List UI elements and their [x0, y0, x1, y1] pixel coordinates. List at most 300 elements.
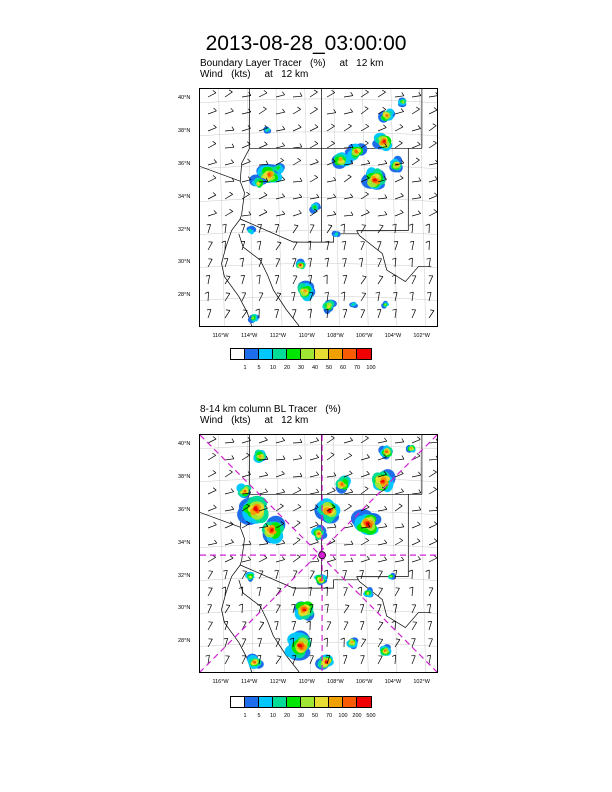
- tracer-blob: [390, 576, 392, 577]
- wind-barb: [344, 541, 353, 545]
- meridian-line: [420, 435, 426, 672]
- colorbar-label: 60: [339, 365, 347, 371]
- wind-barb: [293, 487, 301, 494]
- wind-barb: [412, 125, 421, 131]
- panel-1-map: [199, 88, 438, 327]
- wind-barb: [310, 107, 318, 114]
- lat-label: 30°N: [178, 605, 191, 612]
- lon-label: 106°W: [355, 679, 373, 685]
- wind-barb: [378, 588, 383, 596]
- wind-barb: [343, 275, 347, 284]
- wind-barb: [259, 107, 267, 114]
- colorbar-swatch: [357, 697, 371, 707]
- wind-barb: [325, 604, 329, 613]
- wind-barb: [344, 504, 352, 511]
- meridian-line: [420, 89, 426, 326]
- wind-barb: [412, 310, 416, 318]
- wind-barb: [393, 604, 397, 613]
- wind-barb: [310, 438, 319, 443]
- wind-barb: [361, 276, 366, 284]
- tracer-blob: [386, 115, 388, 116]
- lat-label: 38°N: [178, 127, 191, 134]
- tracer-blob: [299, 645, 302, 648]
- wind-barb: [378, 523, 387, 528]
- wind-barb: [208, 108, 216, 114]
- wind-barb: [426, 570, 430, 579]
- wind-barb: [412, 276, 416, 284]
- lat-label: 34°N: [178, 539, 191, 546]
- wind-barb: [395, 439, 404, 444]
- wind-barb: [208, 605, 212, 613]
- state-borders: [200, 435, 431, 672]
- tracer-blob: [267, 128, 269, 130]
- wind-barb: [427, 258, 431, 267]
- panel-2-title-line1: 8-14 km column BL Tracer (%): [200, 404, 341, 415]
- wind-barb: [276, 456, 285, 460]
- wind-barb: [310, 159, 319, 165]
- wind-barb: [308, 258, 312, 267]
- wind-barb: [327, 225, 332, 233]
- wind-barb: [259, 293, 263, 301]
- tracer-cells: [247, 98, 407, 324]
- wind-barb: [257, 241, 261, 250]
- wind-barb: [412, 194, 421, 199]
- wind-barb: [429, 108, 437, 115]
- colorbar-swatch: [273, 697, 287, 707]
- wind-barb: [208, 470, 216, 477]
- wind-barb: [208, 505, 216, 511]
- wind-barb: [259, 161, 268, 165]
- wind-barb: [206, 275, 210, 284]
- colorbar-label: 1: [243, 365, 247, 371]
- wind-barb: [410, 292, 414, 301]
- wind-barb: [310, 90, 318, 97]
- wind-barb: [310, 225, 314, 233]
- colorbar-label: 200: [352, 713, 362, 719]
- colorbar-swatch: [343, 349, 357, 359]
- wind-barb: [378, 276, 383, 284]
- wind-barb: [276, 242, 281, 250]
- wind-barb: [392, 258, 396, 267]
- wind-barb: [361, 124, 369, 131]
- parallel-line: [200, 478, 437, 482]
- wind-barb: [395, 92, 404, 97]
- lon-label: 114°W: [241, 679, 258, 685]
- wind-barb: [376, 292, 380, 301]
- wind-barb: [429, 487, 437, 494]
- wind-barb: [242, 541, 251, 545]
- map-canvas: [200, 435, 437, 672]
- wind-barb: [239, 587, 243, 596]
- tracer-blob: [249, 576, 251, 577]
- wind-barb: [377, 605, 381, 613]
- wind-barb: [343, 309, 347, 318]
- wind-barb: [378, 90, 386, 97]
- wind-barb: [241, 275, 245, 284]
- wind-barb: [378, 438, 387, 443]
- wind-barb: [208, 522, 216, 528]
- wind-barb: [344, 438, 353, 444]
- wind-barb: [412, 92, 421, 97]
- wind-barb: [429, 555, 437, 562]
- colorbar-swatch: [259, 349, 273, 359]
- wind-barb: [392, 309, 396, 318]
- border-line: [200, 166, 240, 181]
- wind-barb: [208, 193, 216, 200]
- wind-barb: [225, 90, 232, 97]
- wind-barb: [293, 107, 301, 114]
- meridian-line: [333, 89, 339, 326]
- wind-barb: [242, 192, 250, 199]
- tracer-blob: [384, 304, 386, 305]
- wind-barb: [240, 258, 244, 267]
- wind-barb: [412, 522, 420, 528]
- tracer-blob: [318, 532, 320, 534]
- colorbar-swatch: [231, 349, 245, 359]
- colorbar-label: 70: [325, 713, 333, 719]
- wind-barb: [344, 558, 353, 562]
- wind-barb: [429, 176, 437, 182]
- wind-barb: [327, 141, 335, 148]
- wind-barb: [293, 225, 298, 233]
- lon-label: 104°W: [384, 333, 402, 339]
- wind-barb: [429, 193, 437, 199]
- lon-label: 104°W: [384, 679, 402, 685]
- wind-barb: [275, 570, 279, 579]
- wind-barb: [395, 176, 403, 182]
- wind-barb: [395, 588, 400, 596]
- panel-2-map: [199, 434, 438, 673]
- colorbar-label: 20: [283, 713, 291, 719]
- wind-barb: [395, 124, 403, 131]
- wind-barb: [276, 259, 280, 267]
- wind-barb: [343, 656, 347, 665]
- tracer-blob: [386, 451, 387, 453]
- wind-barb: [342, 241, 346, 250]
- tracer-blob: [268, 173, 271, 175]
- wind-barb: [208, 259, 212, 267]
- wind-barb: [395, 456, 404, 460]
- wind-barb: [392, 275, 396, 284]
- wind-barb: [378, 639, 383, 647]
- wind-barb: [429, 124, 436, 131]
- wind-barb: [378, 259, 382, 267]
- wind-barb: [429, 276, 433, 284]
- wind-barb: [310, 194, 319, 199]
- wind-barb: [361, 454, 370, 460]
- wind-barb: [344, 194, 353, 199]
- wind-barb: [274, 621, 278, 630]
- wind-barb: [242, 656, 246, 664]
- wind-barb: [343, 588, 347, 596]
- wind-barb: [259, 210, 267, 217]
- parallel-line: [200, 132, 437, 136]
- wind-barb: [259, 90, 267, 97]
- colorbar-label: 10: [269, 365, 277, 371]
- wind-barb: [276, 557, 285, 563]
- wind-barb: [429, 209, 437, 216]
- tracer-blob: [327, 306, 329, 308]
- border-line: [357, 231, 432, 282]
- lat-label: 32°N: [178, 226, 191, 233]
- tracer-blob: [352, 304, 354, 306]
- lat-label: 32°N: [178, 572, 191, 579]
- wind-barb: [293, 242, 297, 250]
- wind-barb: [276, 471, 285, 477]
- panel-1-title-line2: Wind (kts) at 12 km: [200, 69, 309, 80]
- wind-barb: [239, 604, 243, 613]
- wind-barb: [259, 142, 267, 148]
- wind-barb: [412, 437, 420, 443]
- wind-barb: [259, 622, 264, 630]
- wind-barb: [293, 178, 302, 182]
- wind-barb: [276, 211, 285, 216]
- wind-barb: [293, 210, 302, 216]
- wind-barb: [207, 310, 211, 319]
- wind-barb: [395, 538, 403, 545]
- wind-barb: [293, 504, 301, 511]
- tracer-blob: [351, 642, 353, 643]
- colorbar-label: 30: [297, 713, 305, 719]
- wind-barb: [242, 639, 246, 647]
- wind-barb: [361, 471, 370, 477]
- wind-barb: [225, 127, 234, 131]
- wind-barb: [292, 621, 296, 630]
- panel-1-title-line1: Boundary Layer Tracer (%) at 12 km: [200, 58, 384, 69]
- wind-barb: [327, 453, 334, 460]
- cross-section-lines: [200, 435, 437, 672]
- meridian-line: [219, 435, 225, 672]
- wind-barb: [208, 540, 217, 545]
- meridian-line: [276, 435, 282, 672]
- lat-label: 36°N: [178, 160, 191, 167]
- wind-barb: [344, 212, 353, 216]
- lat-label: 40°N: [178, 440, 191, 447]
- meridian-line: [276, 89, 282, 326]
- wind-barb: [292, 588, 296, 597]
- tracer-blob: [367, 592, 368, 593]
- wind-barb: [409, 587, 413, 596]
- wind-barb: [224, 638, 228, 647]
- parallel-line: [200, 445, 437, 449]
- wind-barb: [344, 175, 351, 182]
- wind-barb: [426, 241, 430, 250]
- wind-barb: [412, 507, 421, 512]
- wind-barb: [327, 211, 336, 216]
- wind-barb: [258, 638, 262, 647]
- wind-barb: [259, 437, 268, 443]
- wind-barb: [292, 259, 296, 267]
- wind-barb: [225, 144, 234, 148]
- wind-barb: [409, 570, 413, 579]
- wind-barb: [395, 193, 404, 199]
- meridian-line: [362, 435, 368, 672]
- wind-barb: [377, 310, 381, 319]
- colorbar-swatch: [329, 697, 343, 707]
- wind-barb: [208, 242, 212, 250]
- wind-barb: [377, 242, 381, 250]
- wind-barb: [242, 293, 246, 301]
- wind-barb: [327, 622, 331, 630]
- meridian-line: [219, 89, 225, 326]
- colorbar-label: 30: [297, 365, 305, 371]
- tracer-blob: [384, 141, 386, 143]
- wind-barb: [310, 656, 314, 664]
- wind-barb: [427, 604, 431, 613]
- wind-barb: [324, 275, 328, 284]
- colorbar-label: 5: [257, 713, 261, 719]
- lat-label: 28°N: [178, 292, 191, 299]
- wind-barb: [205, 292, 209, 301]
- wind-barb: [293, 276, 297, 284]
- wind-barb: [395, 504, 402, 511]
- lon-label: 116°W: [212, 333, 229, 339]
- wind-barb: [242, 453, 250, 460]
- tracer-blob: [341, 483, 343, 485]
- wind-barb: [242, 557, 251, 562]
- wind-barb: [275, 275, 279, 284]
- wind-barb: [411, 656, 415, 664]
- wind-barb: [395, 524, 404, 529]
- tracer-blob: [336, 233, 338, 235]
- wind-barb: [325, 241, 329, 250]
- wind-barb: [361, 107, 368, 114]
- wind-barb: [429, 522, 437, 528]
- wind-barb: [259, 555, 267, 562]
- wind-barb: [341, 224, 345, 233]
- meridian-line: [391, 89, 397, 326]
- wind-barb: [222, 224, 226, 233]
- wind-barb: [327, 556, 336, 562]
- wind-barb: [378, 540, 387, 545]
- wind-barb: [225, 108, 234, 114]
- colorbar-label: 500: [366, 713, 376, 719]
- tracer-blob: [244, 490, 246, 492]
- tracer-blob: [260, 455, 262, 457]
- parallel-line: [200, 231, 437, 235]
- wind-barb: [225, 310, 230, 318]
- wind-barb: [395, 557, 404, 562]
- tracer-blob: [303, 289, 306, 291]
- wind-barb: [361, 242, 365, 250]
- wind-barb: [360, 622, 364, 631]
- wind-barb: [361, 225, 366, 233]
- lon-label: 110°W: [298, 333, 315, 339]
- colorbar-label: 20: [283, 365, 291, 371]
- wind-barb: [225, 293, 230, 301]
- wind-barb: [225, 160, 234, 165]
- map-canvas: [200, 89, 437, 326]
- wind-barb: [395, 141, 402, 148]
- wind-barb: [429, 160, 437, 165]
- wind-barb: [344, 622, 348, 630]
- tracer-blob: [411, 448, 412, 449]
- wind-barb: [361, 310, 365, 318]
- colorbar-swatch: [245, 697, 259, 707]
- wind-barb: [344, 92, 353, 97]
- border-line: [357, 577, 432, 628]
- tracer-blob: [355, 151, 357, 153]
- wind-barb: [293, 144, 302, 149]
- colorbar-swatch: [315, 697, 329, 707]
- lon-label: 112°W: [269, 679, 287, 685]
- wind-barb: [208, 175, 216, 182]
- parallel-line: [200, 609, 437, 613]
- wind-barb: [378, 656, 382, 664]
- wind-barb: [276, 109, 285, 114]
- wind-barb: [225, 470, 233, 477]
- tracer-blob: [325, 661, 327, 663]
- colorbar-label: 5: [257, 365, 261, 371]
- tracer-blob: [258, 182, 260, 184]
- wind-barb: [327, 177, 336, 182]
- wind-barb: [310, 125, 318, 132]
- wind-barb: [225, 522, 233, 528]
- wind-barb: [242, 142, 250, 148]
- wind-barb: [208, 141, 216, 148]
- wind-barb: [393, 292, 397, 301]
- wind-barb: [412, 556, 421, 562]
- wind-barb: [412, 539, 420, 545]
- wind-barb: [412, 211, 421, 216]
- wind-barb: [327, 488, 335, 494]
- wind-barb: [208, 437, 216, 444]
- wind-barb: [429, 141, 437, 148]
- wind-barb: [310, 175, 318, 182]
- lat-label: 34°N: [178, 193, 191, 200]
- wind-barb: [293, 125, 301, 131]
- tracer-blob: [320, 579, 321, 580]
- wind-barb: [378, 211, 387, 216]
- wind-barb: [225, 192, 233, 199]
- tracer-blob: [249, 230, 252, 232]
- wind-barb: [293, 93, 302, 97]
- lon-label: 110°W: [298, 679, 315, 685]
- wind-barb: [259, 193, 267, 200]
- panel-2-title-line2: Wind (kts) at 12 km: [200, 415, 309, 426]
- lon-label: 106°W: [355, 333, 373, 339]
- border-line: [200, 512, 240, 527]
- wind-barb: [378, 557, 387, 562]
- wind-barb: [310, 455, 319, 461]
- colorbar-swatch: [287, 349, 301, 359]
- wind-barb: [225, 489, 234, 494]
- wind-barb: [410, 241, 414, 250]
- wind-barb: [223, 570, 227, 579]
- wind-barb: [360, 570, 364, 579]
- colorbar-label: 1: [243, 713, 247, 719]
- wind-barb: [412, 605, 416, 613]
- wind-barb: [225, 656, 229, 664]
- lat-label: 28°N: [178, 638, 191, 645]
- wind-barb: [327, 194, 336, 199]
- parallel-line: [200, 296, 437, 300]
- colorbar-swatch: [343, 697, 357, 707]
- wind-barb: [293, 158, 301, 165]
- wind-barb: [395, 109, 404, 114]
- wind-barb: [276, 504, 284, 511]
- lat-label: 40°N: [178, 94, 191, 101]
- wind-barb: [327, 524, 336, 528]
- panel-1-colorbar: [230, 348, 372, 360]
- wind-barb: [225, 178, 234, 182]
- wind-barb: [428, 621, 432, 630]
- wind-barb: [208, 622, 213, 630]
- lon-label: 114°W: [241, 333, 258, 339]
- colorbar-label: 50: [311, 713, 319, 719]
- wind-barb: [412, 178, 421, 183]
- tracer-blob: [304, 609, 307, 611]
